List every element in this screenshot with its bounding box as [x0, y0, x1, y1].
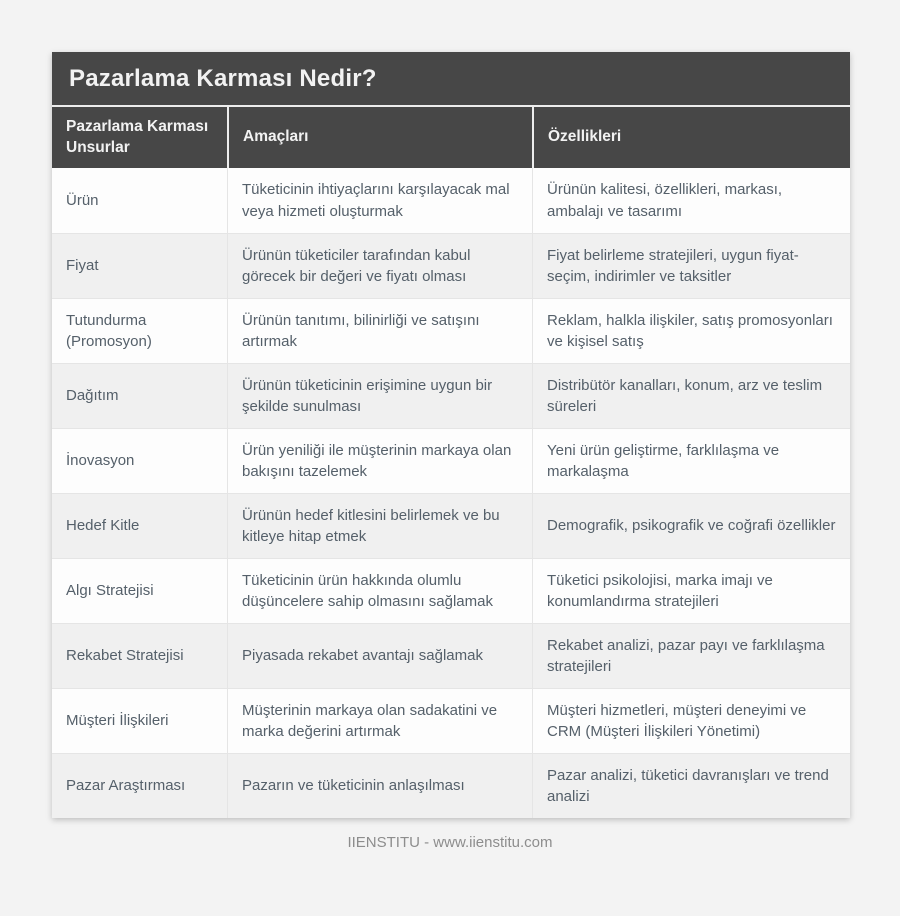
cell-goal: Tüketicinin ihtiyaçlarını karşılayacak mal veya hizmeti oluşturmak [227, 168, 532, 233]
cell-feature: Müşteri hizmetleri, müşteri deneyimi ve CRM (Müşteri İlişkileri Yönetimi) [532, 689, 850, 753]
table-header-row [52, 105, 850, 168]
cell-element: Rekabet Stratejisi [66, 647, 184, 665]
cell-feature: Demografik, psikografik ve coğrafi özellikler [532, 494, 850, 558]
cell-feature: Pazar analizi, tüketici davranışları ve trend analizi [532, 754, 850, 818]
table-row-tutundurma [52, 298, 850, 363]
footer-credit: IIENSTITU - www.iienstitu.com [347, 834, 553, 851]
cell-goal: Ürünün tanıtımı, bilinirliği ve satışını artırmak [227, 299, 532, 363]
cell-feature: Reklam, halkla ilişkiler, satış promosyonları ve kişisel satış [532, 299, 850, 363]
cell-element: Fiyat [66, 257, 99, 275]
marketing-mix-card [52, 52, 850, 818]
column-header-goals: Amaçları [227, 107, 532, 168]
cell-feature: Tüketici psikolojisi, marka imajı ve konumlandırma stratejileri [532, 559, 850, 623]
cell-goal: Pazarın ve tüketicinin anlaşılması [227, 754, 532, 818]
table-row-hedef-kitle [52, 493, 850, 558]
table-row-rekabet-stratejisi [52, 623, 850, 688]
cell-goal: Ürünün tüketiciler tarafından kabul görecek bir değeri ve fiyatı olması [227, 234, 532, 298]
cell-element: Dağıtım [66, 387, 119, 405]
cell-feature: Distribütör kanalları, konum, arz ve teslim süreleri [532, 364, 850, 428]
table-row-pazar-arastirmasi [52, 753, 850, 818]
column-header-features: Özellikleri [532, 107, 850, 168]
cell-goal: Piyasada rekabet avantajı sağlamak [227, 624, 532, 688]
table-body [52, 168, 850, 818]
cell-element: Hedef Kitle [66, 517, 140, 535]
cell-element: Pazar Araştırması [66, 777, 186, 795]
cell-goal: Ürünün tüketicinin erişimine uygun bir şekilde sunulması [227, 364, 532, 428]
cell-element: Tutundurma (Promosyon) [66, 311, 152, 350]
cell-element: Müşteri İlişkileri [66, 712, 169, 730]
page-title: Pazarlama Karması Nedir? [69, 64, 377, 92]
column-header-elements: Pazarlama Karması Unsurlar [66, 117, 209, 156]
cell-feature: Ürünün kalitesi, özellikleri, markası, ambalajı ve tasarımı [532, 168, 850, 233]
cell-goal: Müşterinin markaya olan sadakatini ve marka değerini artırmak [227, 689, 532, 753]
cell-feature: Yeni ürün geliştirme, farklılaşma ve markalaşma [532, 429, 850, 493]
table-row-musteri-iliskileri [52, 688, 850, 753]
cell-element: Algı Stratejisi [66, 582, 154, 600]
cell-feature: Fiyat belirleme stratejileri, uygun fiyat-seçim, indirimler ve taksitler [532, 234, 850, 298]
title-bar [52, 52, 850, 105]
cell-goal: Ürün yeniliği ile müşterinin markaya olan bakışını tazelemek [227, 429, 532, 493]
cell-feature: Rekabet analizi, pazar payı ve farklılaşma stratejileri [532, 624, 850, 688]
cell-element: İnovasyon [66, 452, 135, 470]
cell-goal: Ürünün hedef kitlesini belirlemek ve bu kitleye hitap etmek [227, 494, 532, 558]
cell-element: Ürün [66, 191, 99, 209]
table-row-algi-stratejisi [52, 558, 850, 623]
table-row-inovasyon [52, 428, 850, 493]
table-row-dagitim [52, 363, 850, 428]
table-row-urun [52, 168, 850, 233]
table-row-fiyat [52, 233, 850, 298]
cell-goal: Tüketicinin ürün hakkında olumlu düşüncelere sahip olmasını sağlamak [227, 559, 532, 623]
